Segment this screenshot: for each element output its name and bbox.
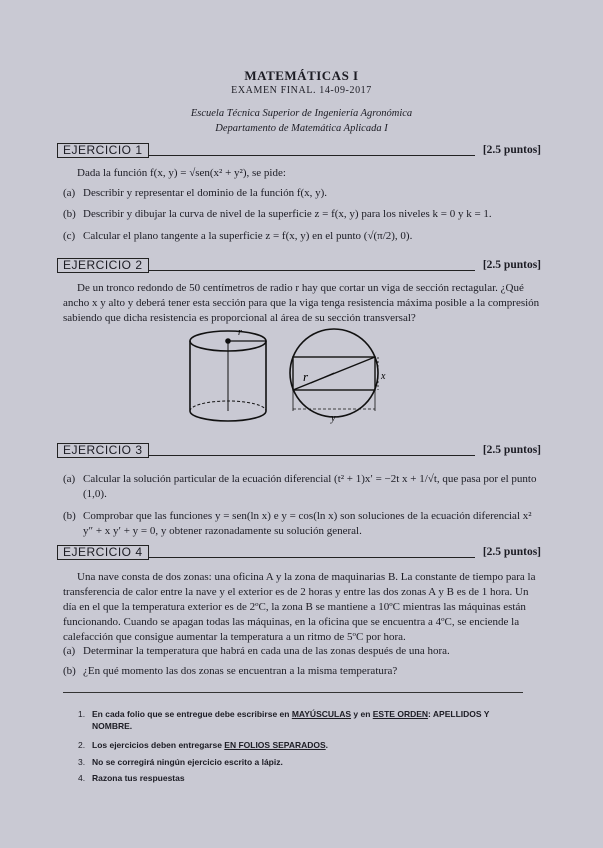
exercise-2-header (57, 258, 541, 272)
notes-divider (63, 692, 523, 693)
item-label: (a) (63, 645, 76, 657)
item-text: ¿En qué momento las dos zonas se encuentran a la misma temperatura? (83, 665, 398, 677)
exercise-4-points: [2.5 puntos] (482, 546, 541, 558)
item-label: (a) (63, 187, 76, 199)
exercise-4-text: Una nave consta de dos zonas: una oficina A y la zona de maquinarias B. La constante de tiempo para la transferencia de calor entre la nave y el exterior es de 2 horas y entre las dos zonas A y B es de 1 hora. Un día en el que la temperatura exterior es de 2ºC, la zona B se mantiene a 10ºC mientras las máquinas están funcionando. Cuando se apagan todas las máquinas, en la oficina que se encuentra a 4ºC, se enciende la calefacción que consigue aumentar la temperatura a un ritmo de 5ºC por hora. (63, 571, 536, 643)
note-text: En cada folio que se entregue debe escribirse en (92, 709, 292, 719)
exercise-2-text: De un tronco redondo de 50 centímetros de radio r hay que cortar un viga de sección rectagular. ¿Qué ancho x y alto y deberá tener esta sección para que la viga tenga resistencia máxima posible a la compresión sabiendo que dicha resistencia es proporcional al área de su sección transversal? (63, 282, 540, 324)
exercise-1-item-c (63, 229, 541, 244)
note-text: Los ejercicios deben entregarse (92, 740, 225, 750)
exercise-4-item-a (63, 644, 541, 659)
exam-title: MATEMÁTICAS I (244, 68, 359, 83)
note-number: 2. (78, 740, 86, 750)
exercise-1-item-b (63, 207, 541, 222)
exercise-3-points: [2.5 puntos] (482, 444, 541, 456)
note-text: No se corregirá ningún ejercicio escrito a lápiz. (92, 757, 283, 767)
item-label: (b) (63, 510, 76, 522)
item-text: Describir y representar el dominio de la función f(x, y). (83, 187, 328, 199)
exercise-4-label: EJERCICIO 4 (57, 545, 149, 560)
exercise-2-points: [2.5 puntos] (482, 259, 541, 271)
item-label: (a) (63, 473, 76, 485)
item-label: (c) (63, 230, 76, 242)
divider (149, 270, 475, 271)
item-text: Comprobar que las funciones y = sen(ln x) e y = cos(ln x) son soluciones de la ecuación diferencial x² y″ + x y′ + y = 0, y obtener razonadamente su solución general. (83, 510, 532, 537)
section-y-label: y (331, 413, 336, 424)
item-label: (b) (63, 665, 76, 677)
note-underlined: MAYÚSCULAS (291, 709, 352, 719)
note-text: . (325, 740, 329, 750)
school-info (0, 106, 603, 136)
note-number: 4. (78, 773, 86, 783)
note-number: 3. (78, 757, 86, 767)
divider (149, 155, 475, 156)
exercise-1-header (57, 143, 541, 157)
cylinder-r-label: r (238, 327, 242, 338)
cylinder-drawing (190, 331, 266, 421)
note-text: : APELLIDOS Y NOMBRE. (92, 709, 490, 731)
exercise-4-header (57, 545, 541, 559)
item-text: Calcular el plano tangente a la superficie z = f(x, y) en el punto (√(π/2), 0). (83, 230, 413, 242)
school-name: Escuela Técnica Superior de Ingeniería Agronómica (190, 108, 413, 119)
note-3 (78, 756, 512, 768)
note-number: 1. (78, 709, 86, 719)
note-4 (78, 772, 512, 784)
exercise-3-item-b (63, 509, 541, 539)
note-text: Razona tus respuestas (92, 773, 185, 783)
note-text: y en (351, 709, 373, 719)
note-underlined: ESTE ORDEN (372, 709, 429, 719)
log-figure (180, 323, 400, 428)
exercise-4-item-b (63, 664, 541, 679)
item-label: (b) (63, 208, 76, 220)
exam-subtitle: EXAMEN FINAL. 14-09-2017 (231, 85, 372, 96)
item-text: Calcular la solución particular de la ecuación diferencial (t² + 1)x′ = −2t x + 1/√t, que pasa por el punto (1,0). (83, 473, 537, 500)
section-r-label: r (303, 369, 309, 384)
section-x-label: x (381, 371, 386, 382)
divider (149, 557, 475, 558)
exercise-1-item-a (63, 186, 541, 201)
exercise-3-label: EJERCICIO 3 (57, 443, 149, 458)
item-text: Determinar la temperatura que habrá en cada una de las zonas después de una hora. (83, 645, 450, 657)
department-name: Departamento de Matemática Aplicada I (215, 123, 388, 134)
note-underlined: EN FOLIOS SEPARADOS (224, 740, 326, 750)
note-2 (78, 739, 512, 751)
exercise-3-item-a (63, 472, 541, 502)
exercise-3-header (57, 443, 541, 457)
exercise-1-points: [2.5 puntos] (482, 144, 541, 156)
note-1 (78, 708, 512, 732)
item-text: Describir y dibujar la curva de nivel de la superficie z = f(x, y) para los niveles k = 0 y k = 1. (83, 208, 492, 220)
divider (149, 455, 475, 456)
exercise-1-intro: Dada la función f(x, y) = √sen(x² + y²), se pide: (77, 167, 286, 179)
exercise-1-label: EJERCICIO 1 (57, 143, 149, 158)
exercise-2-label: EJERCICIO 2 (57, 258, 149, 273)
